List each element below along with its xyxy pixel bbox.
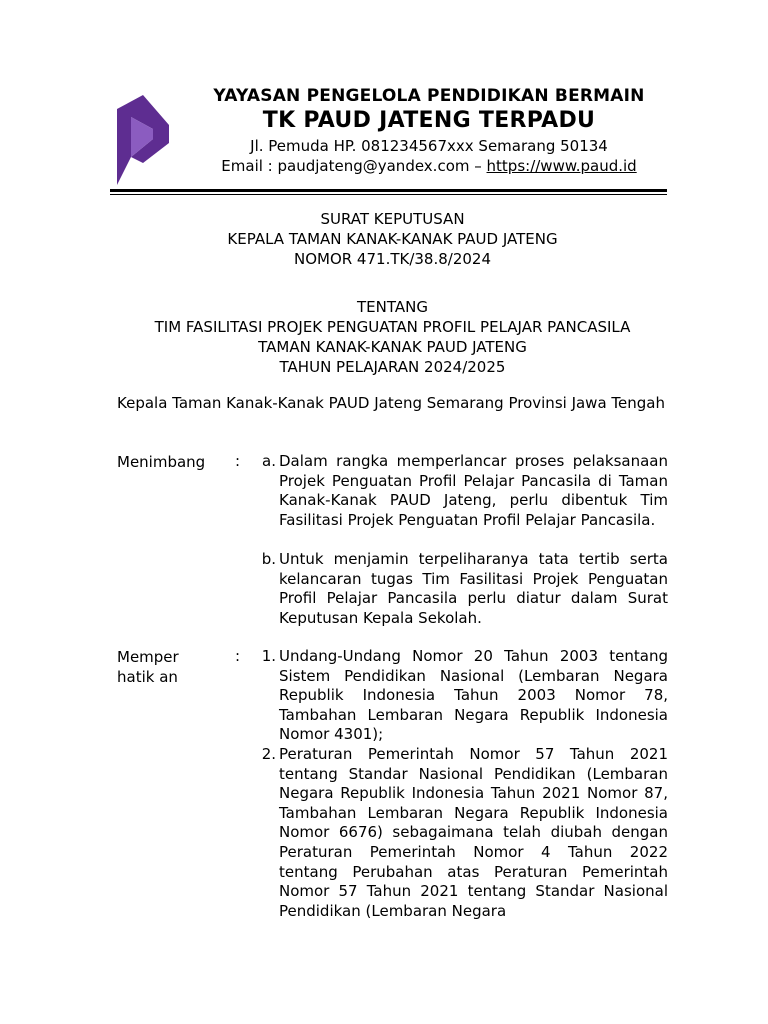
letterhead-rule-thin xyxy=(110,194,667,195)
decree-subject xyxy=(117,297,668,377)
menimbang-colon: : xyxy=(235,452,241,470)
item-marker: 1. xyxy=(261,647,276,665)
decree-title-line2: KEPALA TAMAN KANAK-KANAK PAUD JATENG xyxy=(227,230,558,248)
school-name: TK PAUD JATENG TERPADU xyxy=(262,108,596,133)
letterhead-rule-thick xyxy=(110,189,667,192)
item-marker: 2. xyxy=(261,745,276,763)
decree-number: NOMOR 471.TK/38.8/2024 xyxy=(293,250,492,268)
email-text: Email : paudjateng@yandex.com – xyxy=(221,157,487,175)
subject-line2: TIM FASILITASI PROJEK PENGUATAN PROFIL PELAJAR PANCASILA xyxy=(154,318,631,336)
intro-paragraph: Kepala Taman Kanak-Kanak PAUD Jateng Semarang Provinsi Jawa Tengah xyxy=(117,394,665,412)
item-marker: a. xyxy=(262,452,276,470)
item-marker: b. xyxy=(261,550,276,568)
subject-line4: TAHUN PELAJARAN 2024/2025 xyxy=(279,358,506,376)
school-address: Jl. Pemuda HP. 081234567xxx Semarang 50134 xyxy=(250,137,608,155)
website-link[interactable]: https://www.paud.id xyxy=(486,157,637,175)
memperhatikan-colon: : xyxy=(235,647,241,665)
decree-title xyxy=(117,209,668,269)
contact-line xyxy=(190,157,668,175)
item-text: Dalam rangka memperlancar proses pelaksanaan Projek Penguatan Profil Pelajar Pancasila di Taman Kanak-Kanak PAUD Jateng, perlu dibentuk Tim Fasilitasi Projek Penguatan Profil Pelajar Pancasila. xyxy=(279,452,668,529)
item-text: Untuk menjamin terpeliharanya tata tertib serta kelancaran tugas Tim Fasilitasi Projek Penguatan Profil Pelajar Pancasila perlu diatur dalam Surat Keputusan Kepala Sekolah. xyxy=(279,550,668,627)
foundation-name: YAYASAN PENGELOLA PENDIDIKAN BERMAIN xyxy=(213,86,645,106)
decree-title-line1: SURAT KEPUTUSAN xyxy=(320,210,465,228)
subject-line1: TENTANG xyxy=(357,298,428,316)
menimbang-label: Menimbang xyxy=(117,453,206,471)
subject-line3: TAMAN KANAK-KANAK PAUD JATENG xyxy=(258,338,527,356)
memperhatikan-label: Memperhatik an xyxy=(117,648,179,686)
school-logo-icon xyxy=(117,95,169,185)
item-text: Undang-Undang Nomor 20 Tahun 2003 tentang Sistem Pendidikan Nasional (Lembaran Negara Republik Indonesia Tahun 2003 Nomor 78, Tambahan Lembaran Negara Republik Indonesia Nomor 4301); xyxy=(279,647,668,744)
item-text: Peraturan Pemerintah Nomor 57 Tahun 2021 tentang Standar Nasional Pendidikan (Lembaran Negara Republik Indonesia Tahun 2021 Nomor 87, Tambahan Lembaran Negara Republik Indonesia Nomor 6676) sebagaimana telah diubah dengan Peraturan Pemerintah Nomor 4 Tahun 2022 tentang Perubahan atas Peraturan Pemerintah Nomor 57 Tahun 2021 tentang Standar Nasional Pendidikan (Lembaran Negara xyxy=(279,745,668,920)
